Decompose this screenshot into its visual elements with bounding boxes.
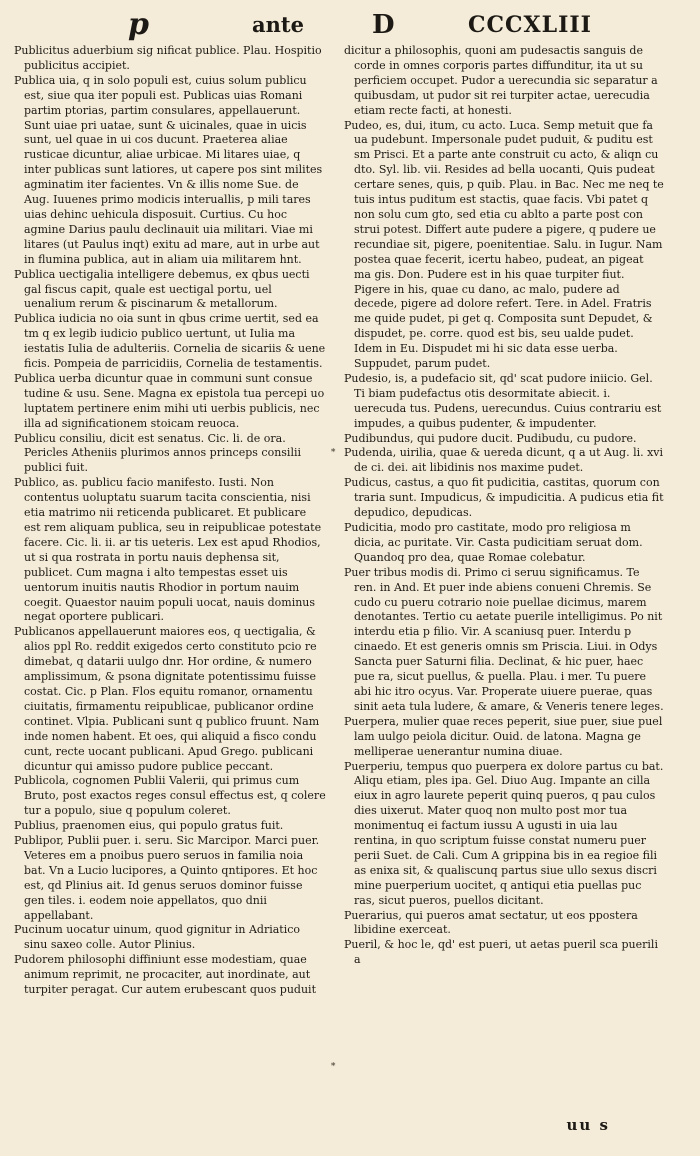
entry-continuation: dicitur a philosophis, quoni am pudesactis sanguis de corde in omnes corporis partes diffunditur, ita ut su perficiem occupet. Pudor a uerecundia sic separatur a quibusdam, ut pudor sit rei turpiter actae, uerecudia etiam recte facti, at honesti. — [344, 44, 658, 117]
folio-number: CCCXLIII — [468, 12, 592, 38]
entry-pudeo: Pudeo, es, dui, itum, cu acto. Luca. Semp metuit que fa ua pudebunt. Impersonale pudet puduit, & puditu est sm Prisci. Et a parte ante construit cu acto, & aliqn cu dto. Syl. lib. vii. Resides ad bella uocanti, Quis pudeat certare senes, quis, p quib. Plau. in Bac. Nec me neq te tuis intus puditum est stactis, quae facis. Vbi patet q non solu cum gto, sed etia cu ablto a parte post con strui potest. Differt aute pudere a pigere, q pudere ue recundiae sit, pigere, poenitentiae. Salu. in Iugur. Nam postea quae fecerit, icertu habeo, pudeat, an pigeat ma gis. Don. Pudere est in his quae turpiter fiut. Pigere in his, quae cu dano, ac malo, pudere ad decede, pigere ad dolore refert. Tere. in Adel. Fratris me quide pudet, pi get q. Composita sunt Depudet, & dispudet, pe. corre. quod est bis, seu ualde pudet. Idem in Eu. Dispudet mi hi sic data esse uerba. Suppudet, parum pudet. — [344, 118, 664, 371]
header-left-mark: p — [128, 7, 149, 42]
entry-publico: Publico, as. publicu facio manifesto. Iusti. Non contentus uoluptatu suarum tacita conscientia, nisi etia matrimo nii reticenda publicaret. Et publicare est rem aliquam publica, seu in reipublicae potestate facere. Cic. li. ii. ar tis ueteris. Lex est apud Rhodios, ut si qua rostrata in portu nauis dephensa sit, publicet. Cum magna i alto tempestas esset uis uentorum inuitis nautis Rhodior in portum nauim coegit. Quaestor nauim populi uocat, nauis dominus negat oportere publicari. — [14, 476, 322, 624]
entry-publicola: Publicola, cognomen Publii Valerii, qui primus cum Bruto, post exactos reges consul effectus est, q colere tur a populo, siue q populum coleret. — [14, 774, 326, 818]
entry-publica-iudicia: Publica iudicia no oia sunt in qbus crime uertit, sed ea tm q ex legib iudicio publico uertunt, ut Iulia ma iestatis Iulia de adulteriis. Cornelia de sicariis & uene ficis. Pompeia de parricidiis, Cornelia de testamentis. — [14, 312, 326, 371]
entry-pueril: Pueril, & hoc le, qd' est pueri, ut aetas pueril sca puerili a — [344, 938, 658, 967]
margin-mark: ∗ — [330, 1060, 337, 1070]
entry-puerarius: Puerarius, qui pueros amat sectatur, ut eos ppostera libidine exerceat. — [344, 908, 638, 937]
entry-publius: Publius, praenomen eius, qui populo gratus fuit. — [14, 819, 284, 833]
entry-pudesio: Pudesio, is, a pudefacio sit, qd' scat pudore iniicio. Gel. Ti biam pudefactus otis desormitate abiecit. i. uerecuda tus. Pudens, uerecundus. Cuius contrariu est impudes, a quibus pudenter, & impudenter. — [344, 371, 662, 430]
entry-pudicitia: Pudicitia, modo pro castitate, modo pro religiosa m dicia, ac puritate. Vir. Casta pudicitiam seruat dom. Quandoq pro dea, quae Romae colebatur. — [344, 521, 643, 564]
entry-pudibundus: Pudibundus, qui pudore ducit. Pudibudu, cu pudore. — [344, 431, 637, 445]
entry-puer: Puer tribus modis di. Primo ci seruu significamus. Te ren. in And. Et puer inde abiens conueni Chremis. Se cudo cu pueru cotrario noie puellae dicimus, marem denotantes. Tertio cu aetate puerile intelligimus. Po nit interdu etia p filio. Vir. A scaniusq puer. Interdu p cinaedo. Et est generis omnis sm Priscia. Liui. in Odys Sancta puer Saturni filia. Declinat, & hic puer, haec pue ra, sicut puellus, & puella. Plau. i mer. Tu puere abi hic itro ocyus. Var. Properate uiuere puerae, quas sinit aeta tula ludere, & amare, & Veneris tenere leges. — [344, 565, 664, 713]
header-right-mark: D — [372, 10, 395, 40]
margin-marks — [330, 44, 342, 1144]
entry-publicu-consiliu: Publicu consiliu, dicit est senatus. Cic. li. de ora. Pericles Atheniis plurimos annos princeps consilii publici fuit. — [14, 431, 301, 475]
entry-publicitus: Publicitus aduerbium sig nificat publice. Plau. Hospitio publicitus accipiet. — [14, 44, 322, 72]
entry-publica-uia: Publica uia, q in solo populi est, cuius solum publicu est, siue qua iter populi est. Publicas uias Romani partim ptorias, partim consulares, appellauerunt. Sunt uiae pri uatae, sunt & uicinales, quae in uicis sunt, uel quae in ui cos ducunt. Praeterea aliae rusticae dicuntur, aliae urbicae. Mi litares uiae, q inter publicas sunt latiores, ut capere pos sint milites agminatim iter facientes. Vn & illis nome Sue. de Aug. Iuuenes primo modicis interuallis, p mili tares uias dehinc uehicula disposuit. Curtius. Cu hoc agmine Darius paulu declinauit uia militari. Viae mi litares (ut Paulus inqt) exitu ad mare, aut in urbe aut in flumina publica, aut in aliam uia militarem hnt. — [14, 73, 323, 266]
right-column — [344, 44, 664, 1144]
header-word: ante — [252, 12, 304, 37]
entry-pudenda: Pudenda, uirilia, quae & uereda dicunt, q a ut Aug. li. xvi de ci. dei. ait libidinis nos maxime pudet. — [344, 446, 664, 475]
entry-pudorem: Pudorem philosophi diffiniunt esse modestiam, quae animum reprimit, ne procaciter, aut inordinate, aut turpiter peragat. Cur autem erubescant quos puduit — [14, 953, 316, 997]
entry-puerperiu: Puerperiu, tempus quo puerpera ex dolore partus cu bat. Aliqu etiam, ples ipa. Gel. Diuo Aug. Impante an cilla eiux in agro laurete peperit quinq pueros, q pau culos dies uixerut. Mater quoq non multo post mor tua monimentuq ei factum iussu A ugusti in uia lau rentina, in quo scriptum fuisse constat numeru puer perii Suet. de Cali. Cum A grippina bis in ea regioe fili as enixa sit, & qualiscunq partus siue ullo sexus discri mine puerperium uocitet, q antiqui etia puellas puc ras, sicut pueros, puellos dicitant. — [344, 759, 664, 907]
entry-puerpera: Puerpera, mulier quae reces peperit, siue puer, siue puel lam uulgo peiola dicitur. Ouid. de latona. Magna ge melliperae uenerantur numina diuae. — [344, 714, 663, 758]
entry-publica-uectigalia: Publica uectigalia intelligere debemus, ex qbus uecti gal fiscus capit, quale est uectigal portu, uel uenalium rerum & piscinarum & metallorum. — [14, 267, 310, 311]
entry-publica-uerba: Publica uerba dicuntur quae in communi sunt consue tudine & usu. Sene. Magna ex epistola tua percepi uo luptatem pertinere enim mihi uti uerbis publicis, nec illa ad significationem stoicam reuoca. — [14, 371, 325, 430]
entry-pucinum: Pucinum uocatur uinum, quod gignitur in Adriatico sinu saxeo colle. Autor Plinius. — [14, 923, 301, 952]
entry-publipor: Publipor, Publii puer. i. seru. Sic Marcipor. Marci puer. Veteres em a pnoibus puero seruos in familia noia bat. Vn a Lucio lucipores, a Quinto qntipores. Et hoc est, qd Plinius ait. Id genus seruos dominor fuisse gen tiles. i. eodem noie appellatos, quo dnii appellabant. — [14, 834, 320, 922]
left-column — [14, 44, 326, 1144]
entry-publicanos: Publicanos appellauerunt maiores eos, q uectigalia, & alios ppl Ro. reddit exigedos certo constituto pcio re dimebat, q datarii uulgo dnr. Hor ordine, & numero amplissimum, & psona dignitate potentissimu fuisse costat. Cic. p Plan. Flos equitu romanor, ornamentu ciuitatis, firmamentu reipublicae, publicanor ordine continet. Vlpia. Publicani sunt q publico fruunt. Nam inde nomen habent. Et oes, qui aliquid a fisco condu cunt, recte uocant publicani. Apud Grego. publicani dicuntur qui amisso pudore publice peccant. — [14, 625, 320, 773]
entry-pudicus: Pudicus, castus, a quo fit pudicitia, castitas, quorum con traria sunt. Impudicus, & impudicitia. A pudicus etia fit depudico, depudicas. — [344, 476, 664, 520]
margin-mark: ∗ — [330, 446, 337, 456]
signature-mark: uu s — [566, 1116, 610, 1134]
